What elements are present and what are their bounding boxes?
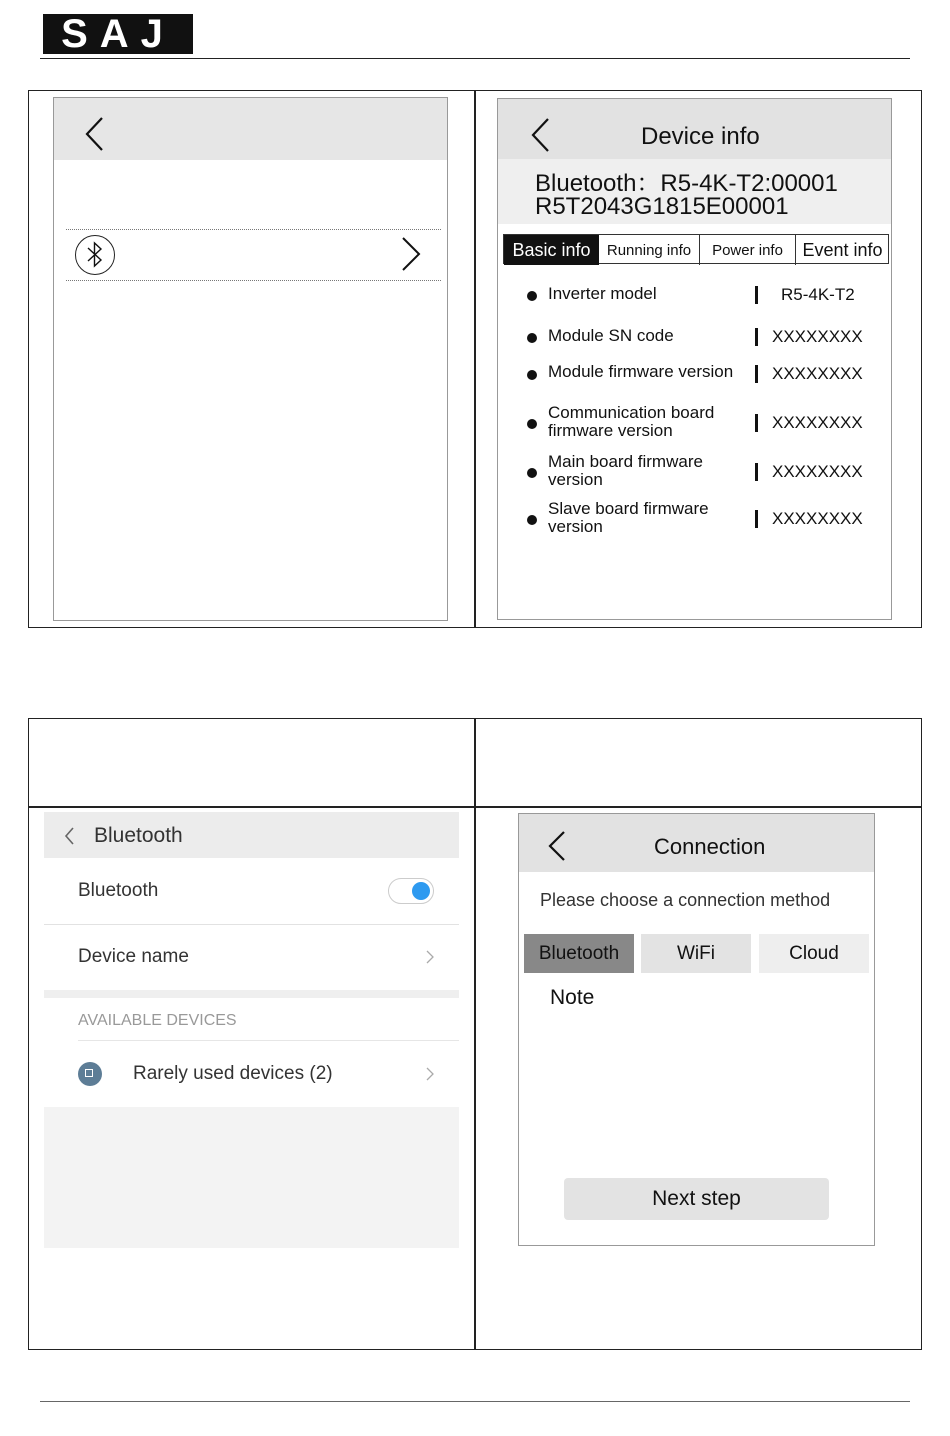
android-bluetooth-settings bbox=[44, 812, 459, 1248]
separator-bar bbox=[755, 328, 758, 346]
connection-title: Connection bbox=[654, 834, 766, 859]
settings-header bbox=[44, 812, 459, 858]
method-bluetooth-button[interactable] bbox=[524, 934, 634, 973]
back-chevron-icon[interactable] bbox=[64, 827, 75, 845]
bullet-icon bbox=[527, 333, 537, 343]
method-label: Bluetooth bbox=[538, 942, 620, 964]
info-value: XXXXXXXX bbox=[772, 364, 863, 383]
back-chevron-icon[interactable] bbox=[84, 116, 106, 152]
info-value: XXXXXXXX bbox=[772, 327, 863, 346]
back-chevron-icon[interactable] bbox=[547, 830, 567, 862]
bullet-icon bbox=[527, 515, 537, 525]
bullet-icon bbox=[527, 291, 537, 301]
info-row bbox=[498, 498, 888, 538]
separator-bar bbox=[755, 463, 758, 481]
bluetooth-scan-screen bbox=[53, 97, 448, 621]
info-row bbox=[498, 402, 888, 442]
connection-screen bbox=[518, 813, 875, 1246]
device-info-screen bbox=[497, 98, 892, 620]
info-row bbox=[498, 359, 888, 399]
bullet-icon bbox=[527, 468, 537, 478]
info-value: R5-4K-T2 bbox=[781, 285, 855, 304]
settings-title: Bluetooth bbox=[94, 824, 183, 847]
info-label: Communication board firmware version bbox=[548, 403, 715, 440]
method-label: WiFi bbox=[677, 942, 715, 964]
bottom-table-row-rule bbox=[28, 806, 922, 808]
rarely-used-devices-row[interactable] bbox=[44, 1041, 459, 1107]
method-wifi-button[interactable] bbox=[641, 934, 751, 973]
bluetooth-device-row[interactable] bbox=[54, 230, 447, 280]
device-name-label: Device name bbox=[78, 946, 189, 967]
next-step-label: Next step bbox=[652, 1187, 741, 1210]
dotted-divider-bottom bbox=[66, 280, 441, 281]
device-group-label: Rarely used devices (2) bbox=[133, 1063, 333, 1084]
method-label: Cloud bbox=[789, 942, 839, 964]
tab-basic-info[interactable] bbox=[504, 235, 599, 265]
tab-label: Running info bbox=[606, 241, 692, 259]
info-label: Slave board firmware version bbox=[548, 499, 709, 536]
info-row bbox=[498, 281, 888, 321]
info-value: XXXXXXXX bbox=[772, 413, 863, 432]
section-gap bbox=[44, 990, 459, 998]
info-label: Inverter model bbox=[548, 284, 657, 303]
device-group-icon bbox=[78, 1062, 102, 1086]
bluetooth-name-line: Bluetooth：R5-4K-T2:00001 bbox=[535, 170, 838, 197]
next-step-button[interactable] bbox=[564, 1178, 829, 1220]
bullet-icon bbox=[527, 419, 537, 429]
empty-area bbox=[44, 1107, 459, 1248]
bluetooth-toggle-row bbox=[44, 858, 459, 925]
info-label: Main board firmware version bbox=[548, 452, 703, 489]
info-row bbox=[498, 451, 888, 491]
saj-logo bbox=[43, 14, 193, 54]
info-tabs bbox=[503, 234, 889, 264]
method-cloud-button[interactable] bbox=[759, 934, 869, 973]
footer-rule bbox=[40, 1401, 910, 1402]
screen-header bbox=[54, 98, 447, 160]
device-info-header bbox=[498, 99, 891, 224]
info-label: Module firmware version bbox=[548, 362, 734, 381]
info-value: XXXXXXXX bbox=[772, 462, 863, 481]
connection-prompt: Please choose a connection method bbox=[540, 890, 831, 910]
top-table-divider bbox=[474, 90, 476, 628]
separator-bar bbox=[755, 365, 758, 383]
info-label: Module SN code bbox=[548, 326, 674, 345]
note-label: Note bbox=[550, 986, 595, 1009]
chevron-right-icon[interactable] bbox=[400, 236, 422, 272]
tab-power-info[interactable] bbox=[700, 235, 796, 265]
bluetooth-toggle-switch[interactable] bbox=[388, 878, 434, 904]
logo-text: SAJ bbox=[61, 12, 175, 56]
device-name-row[interactable] bbox=[44, 924, 459, 990]
available-devices-header: AVAILABLE DEVICES bbox=[78, 1012, 237, 1029]
tab-label: Basic info bbox=[512, 239, 591, 260]
back-chevron-icon[interactable] bbox=[530, 117, 552, 153]
tab-label: Power info bbox=[712, 241, 783, 259]
info-row bbox=[498, 323, 888, 363]
tab-event-info[interactable] bbox=[796, 235, 889, 265]
info-value: XXXXXXXX bbox=[772, 509, 863, 528]
toggle-knob bbox=[412, 882, 430, 900]
header-rule bbox=[40, 58, 910, 59]
bottom-table-divider bbox=[474, 718, 476, 1350]
separator-bar bbox=[755, 286, 758, 304]
screen-title: Device info bbox=[641, 123, 760, 150]
toggle-label: Bluetooth bbox=[78, 880, 159, 901]
device-group-icon-inner bbox=[85, 1069, 93, 1077]
bullet-icon bbox=[527, 370, 537, 380]
tab-label: Event info bbox=[802, 239, 883, 260]
bluetooth-icon bbox=[75, 235, 115, 275]
chevron-right-icon bbox=[426, 1067, 434, 1081]
tab-running-info[interactable] bbox=[599, 235, 700, 265]
separator-bar bbox=[755, 510, 758, 528]
separator-bar bbox=[755, 414, 758, 432]
connection-header bbox=[519, 814, 874, 872]
serial-number-line: R5T2043G1815E00001 bbox=[535, 193, 789, 220]
chevron-right-icon bbox=[426, 950, 434, 964]
